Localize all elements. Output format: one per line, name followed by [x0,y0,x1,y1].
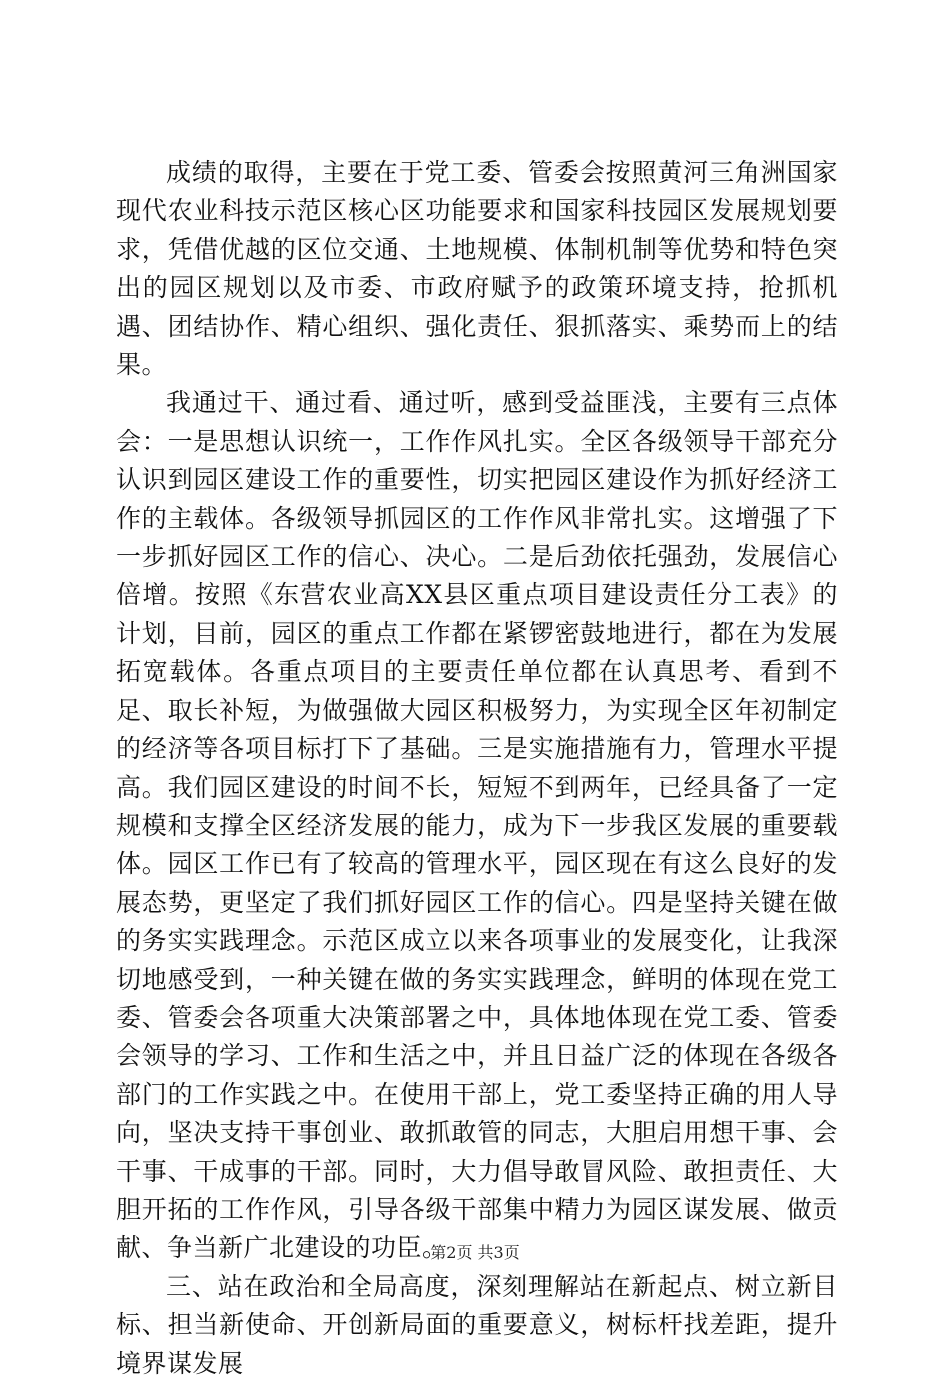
page-number-footer: 第2页 共3页 [430,1243,520,1262]
paragraph-section-three-heading: 三、站在政治和全局高度，深刻理解站在新起点、树立新目标、担当新使命、开创新局面的重要意义，树标杆找差距，提升境界谋发展 [116,1271,838,1378]
document-body [116,154,838,1383]
paragraph-achievements: 成绩的取得，主要在于党工委、管委会按照黄河三角洲国家现代农业科技示范区核心区功能要求和国家科技园区发展规划要求，凭借优越的区位交通、土地规模、体制机制等优势和特色突出的园区规划以及市委、市政府赋予的政策环境支持，抢抓机遇、团结协作、精心组织、强化责任、狠抓落实、乘势而上的结果。 [116,158,838,380]
paragraph-experience: 我通过干、通过看、通过听，感到受益匪浅，主要有三点体会：一是思想认识统一，工作作风扎实。全区各级领导干部充分认识到园区建设工作的重要性，切实把园区建设作为抓好经济工作的主载体。各级领导抓园区的工作作风非常扎实。这增强了下一步抓好园区工作的信心、决心。二是后劲依托强劲，发展信心倍增。按照《东营农业高XX县区重点项目建设责任分工表》的计划，目前，园区的重点工作都在紧锣密鼓地进行，都在为发展拓宽载体。各重点项目的主要责任单位都在认真思考、看到不足、取长补短，为做强做大园区积极努力，为实现全区年初制定的经济等各项目标打下了基础。三是实施措施有力，管理水平提高。我们园区建设的时间不长，短短不到两年，已经具备了一定规模和支撑全区经济发展的能力，成为下一步我区发展的重要载体。园区工作已有了较高的管理水平，园区现在有这么良好的发展态势，更坚定了我们抓好园区工作的信心。四是坚持关键在做的务实实践理念。示范区成立以来各项事业的发展变化，让我深切地感受到，一种关键在做的务实实践理念，鲜明的体现在党工委、管委会各项重大决策部署之中，具体地体现在党工委、管委会领导的学习、工作和生活之中，并且日益广泛的体现在各级各部门的工作实践之中。在使用干部上，党工委坚持正确的用人导向，坚决支持干事创业、敢抓敢管的同志，大胆启用想干事、会干事、干成事的干部。同时，大力倡导敢冒风险、敢担责任、大胆开拓的工作作风，引导各级干部集中精力为园区谋发展、做贡献、争当新广北建设的功臣。 [116,388,838,1263]
